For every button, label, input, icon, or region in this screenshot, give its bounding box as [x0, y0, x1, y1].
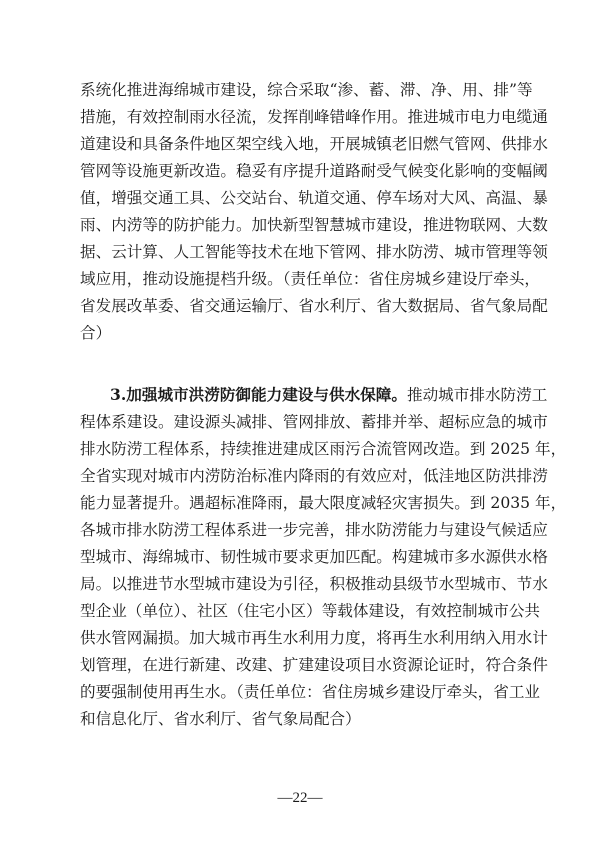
- text-line: 各城市排水防涝工程体系进一步完善，排水防涝能力与建设气候适应: [80, 521, 548, 539]
- text-line: 型城市、海绵城市、韧性城市要求更加匹配。构建城市多水源供水格: [80, 548, 548, 566]
- text-line: 局。以推进节水型城市建设为引径，积极推动县级节水型城市、节水: [80, 575, 548, 593]
- text-line: 供水管网漏损。加大城市再生水利用力度，将再生水利用纳入用水计: [80, 629, 548, 647]
- text-line: 雨、内涝等的防护能力。加快新型智慧城市建设，推进物联网、大数: [80, 216, 548, 234]
- page-number: —22—: [277, 790, 323, 806]
- text-line: 据、云计算、人工智能等技术在地下管网、排水防涝、城市管理等领: [80, 243, 548, 261]
- text-line: 值，增强交通工具、公交站台、轨道交通、停车场对大风、高温、暴: [80, 189, 548, 207]
- text-line: 的要强制使用再生水。（责任单位：省住房城乡建设厅牵头，省工业: [80, 683, 541, 701]
- text-line: 合）: [80, 324, 112, 342]
- heading-line-text: 推动城市排水防涝工: [406, 386, 548, 404]
- text-line: 系统化推进海绵城市建设，综合采取“渗、蓄、滞、净、用、排”等: [80, 81, 533, 99]
- text-line: 排水防涝工程体系，持续推进建成区雨污合流管网改造。到 2025 年，: [80, 440, 567, 458]
- section-heading: 3.加强城市洪涝防御能力建设与供水保障。: [110, 385, 407, 404]
- text-line: 道建设和具备条件地区架空线入地，开展城镇老旧燃气管网、供排水: [80, 135, 548, 153]
- text-line: 和信息化厅、省水利厅、省气象局配合）: [80, 710, 361, 728]
- text-line: 措施，有效控制雨水径流，发挥削峰错峰作用。推进城市电力电缆通: [80, 108, 548, 126]
- section-heading-line: [110, 382, 548, 408]
- text-line: 省发展改革委、省交通运输厅、省水利厅、省大数据局、省气象局配: [80, 297, 548, 315]
- text-line: 管网等设施更新改造。稳妥有序提升道路耐受气候变化影响的变幅阈: [80, 162, 548, 180]
- text-line: 全省实现对城市内涝防治标准内降雨的有效应对，低洼地区防洪排涝: [80, 467, 548, 485]
- text-line: 型企业（单位）、社区（住宅小区）等载体建设，有效控制城市公共: [80, 602, 541, 620]
- text-line: 域应用，推动设施提档升级。（责任单位：省住房城乡建设厅牵头，: [80, 270, 541, 288]
- text-line: 程体系建设。建设源头减排、管网排放、蓄排并举、超标应急的城市: [80, 413, 548, 431]
- text-line: 划管理，在进行新建、改建、扩建建设项目水资源论证时，符合条件: [80, 656, 548, 674]
- text-line: 能力显著提升。遇超标准降雨，最大限度减轻灾害损失。到 2035 年，: [80, 494, 567, 512]
